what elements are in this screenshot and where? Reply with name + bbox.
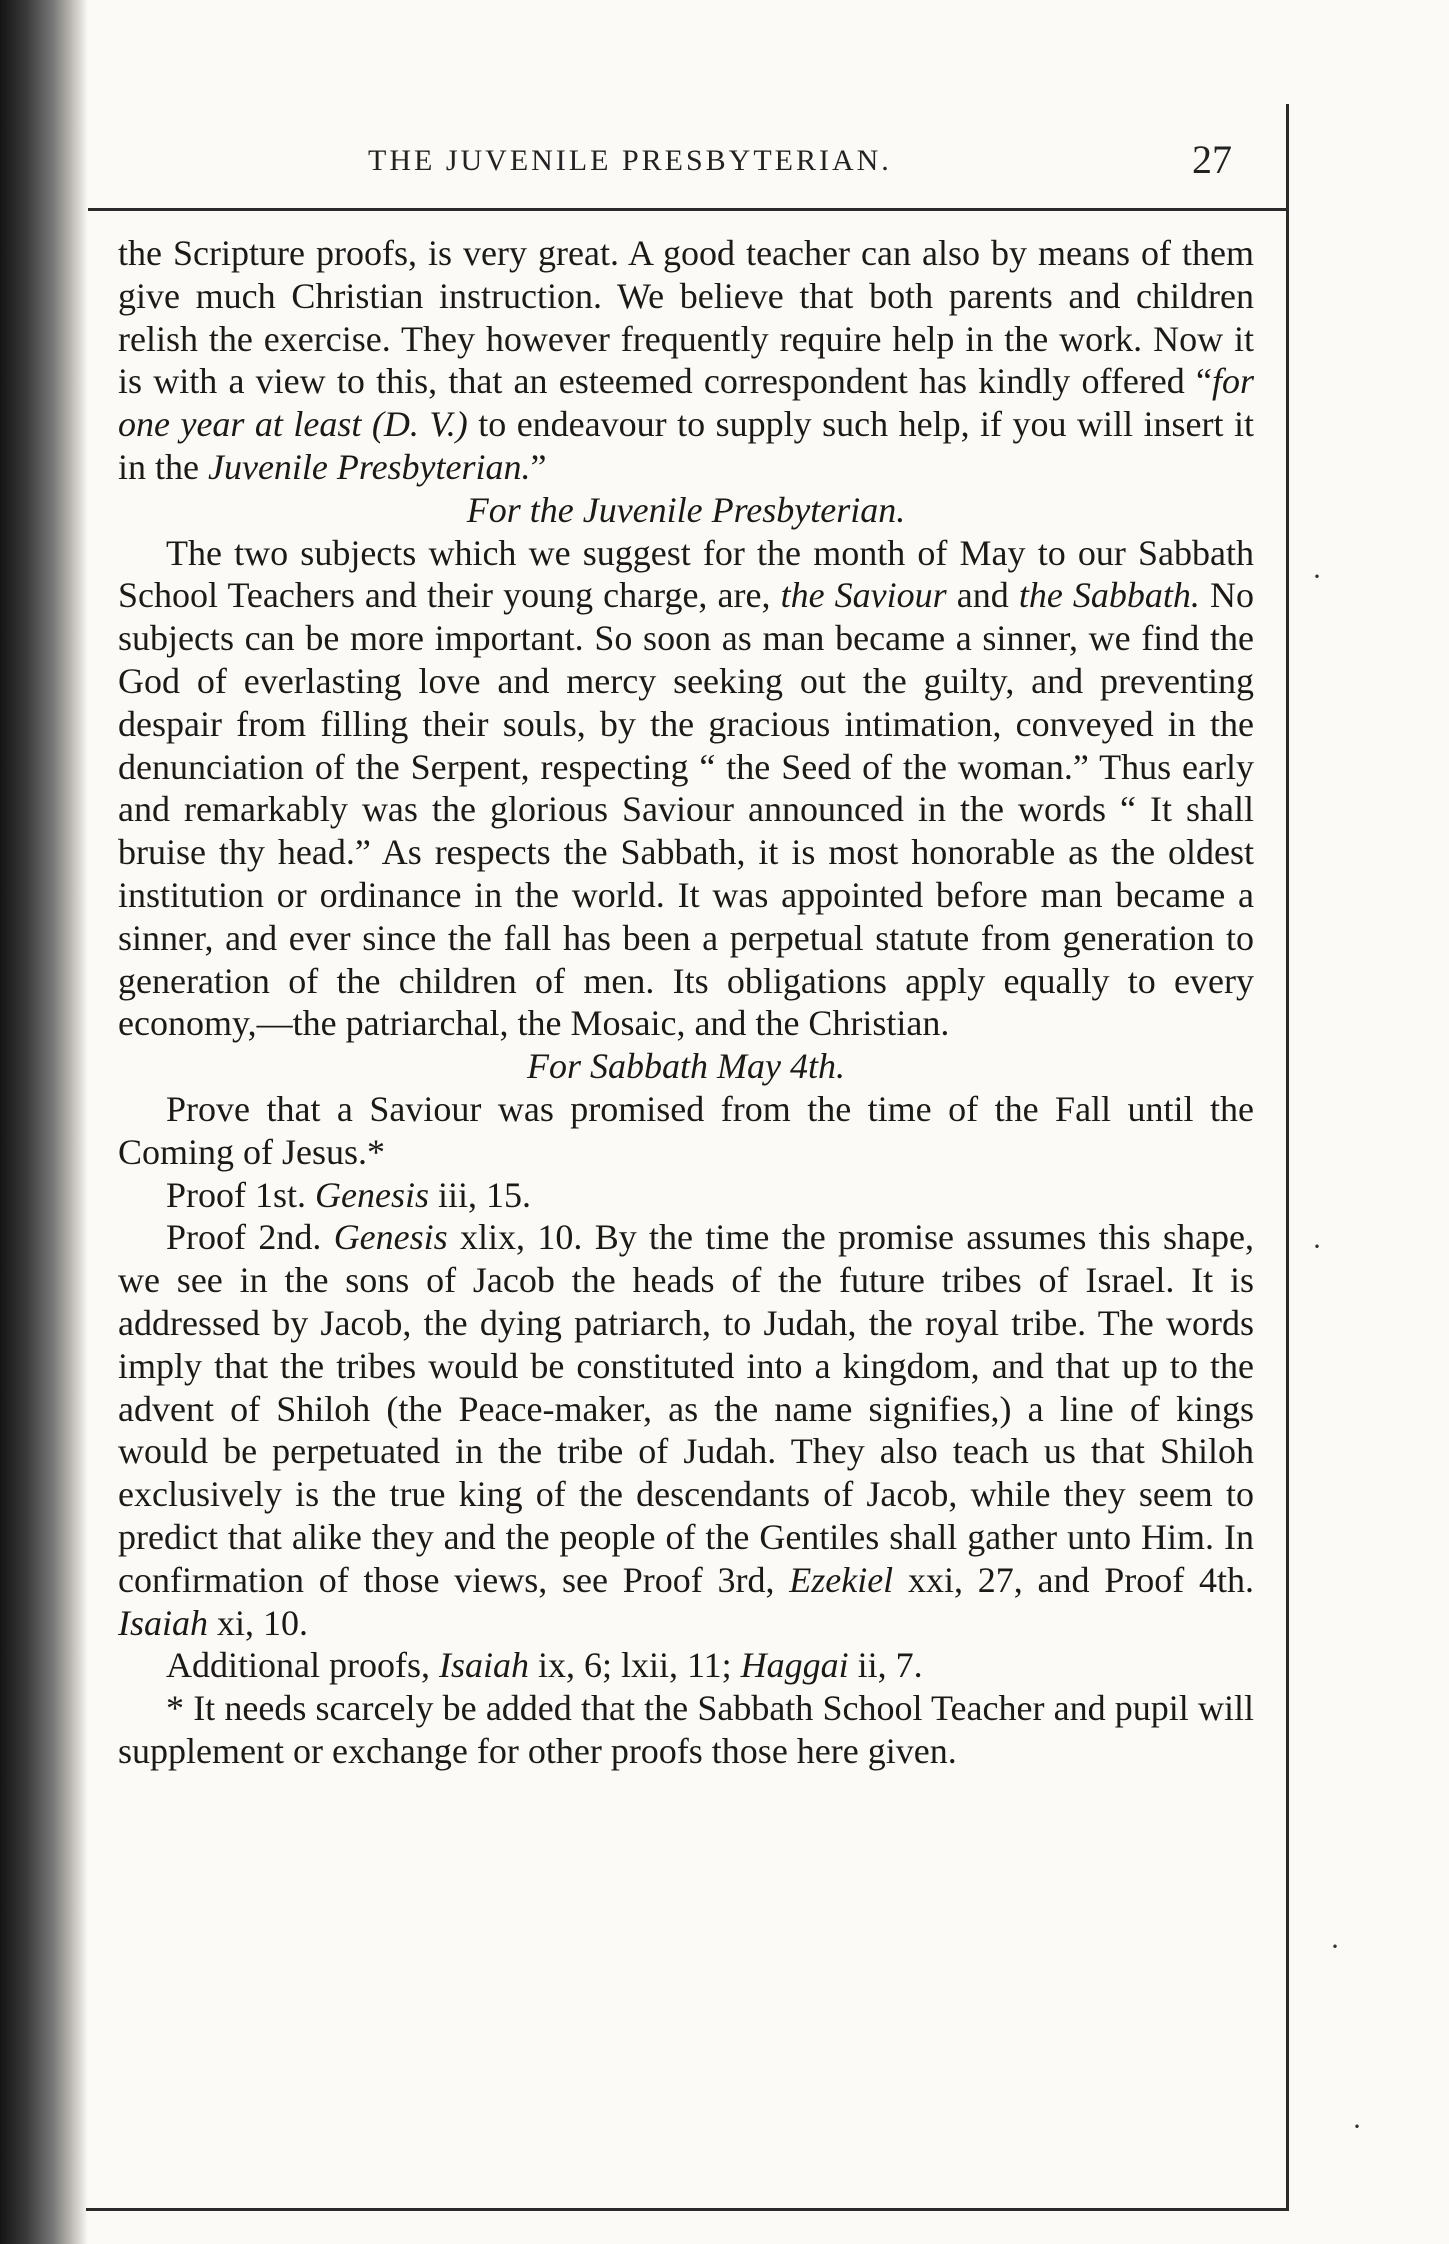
page-number: 27 [1192, 137, 1232, 182]
print-speck: · [1312, 560, 1322, 593]
section-heading-sabbath: For Sabbath May 4th. [527, 1046, 845, 1087]
proof-1: Proof 1st. Genesis iii, 15. [166, 1174, 532, 1215]
page-header [88, 104, 1288, 211]
print-speck: · [1330, 1930, 1340, 1963]
section-heading-juvenile: For the Juvenile Presbyterian. [466, 489, 906, 530]
print-speck: · [1352, 2110, 1362, 2143]
additional-proofs: Additional proofs, Isaiah ix, 6; lxii, 11; Haggai ii, 7. [166, 1645, 923, 1686]
question-paragraph: Prove that a Saviour was promised from the time of the Fall until the Coming of Jesus.* [118, 1088, 1254, 1172]
running-title: THE JUVENILE PRESBYTERIAN. [368, 144, 892, 177]
binding-edge [0, 0, 88, 2244]
proof-2: Proof 2nd. Genesis xlix, 10. By the time the promise assumes this shape, we see in the sons of Jacob the heads of the future tribes of Israel. It is addressed by Jacob, the dying patriarch, to Judah, the royal tribe. The words imply that the tribes would be constituted into a kingdom, and that up to the advent of Shiloh (the Peace-maker, as the name signifies,) a line of kings would be perpetuated in the tribe of Judah. They also teach us that Shiloh exclusively is the true king of the descendants of Jacob, while they seem to predict that alike they and the people of the Gentiles shall gather unto Him. In confirmation of those views, see Proof 3rd, Ezekiel xxi, 27, and Proof 4th. Isaiah xi, 10. [118, 1217, 1254, 1643]
page-body [118, 232, 1254, 1773]
footnote: * It needs scarcely be added that the Sabbath School Teacher and pupil will supplement or exchange for other proofs those here given. [118, 1688, 1254, 1771]
intro-paragraph: the Scripture proofs, is very great. A good teacher can also by means of them give much Christian instruction. We believe that both parents and children relish the exercise. They however frequently require help in the work. Now it is with a view to this, that an esteemed correspondent has kindly offered “for one year at least (D. V.) to endeavour to supply such help, if you will insert it in the Juvenile Presbyterian.” [118, 233, 1254, 487]
print-speck: · [1312, 1230, 1322, 1263]
subjects-paragraph: The two subjects which we suggest for the month of May to our Sabbath School Teachers and their young charge, are, the Saviour and the Sabbath. No subjects can be more important. So soon as man became a sinner, we find the God of everlasting love and mercy seeking out the guilty, and preventing despair from filling their souls, by the gracious intimation, conveyed in the denunciation of the Serpent, respecting “ the Seed of the woman.” Thus early and remarkably was the glorious Saviour announced in the words “ It shall bruise thy head.” As respects the Sabbath, it is most honorable as the oldest institution or ordinance in the world. It was appointed before man became a sinner, and ever since the fall has been a perpetual statute from generation to generation of the children of men. Its obligations apply equally to every economy,—the patriarchal, the Mosaic, and the Christian. [118, 532, 1254, 1044]
